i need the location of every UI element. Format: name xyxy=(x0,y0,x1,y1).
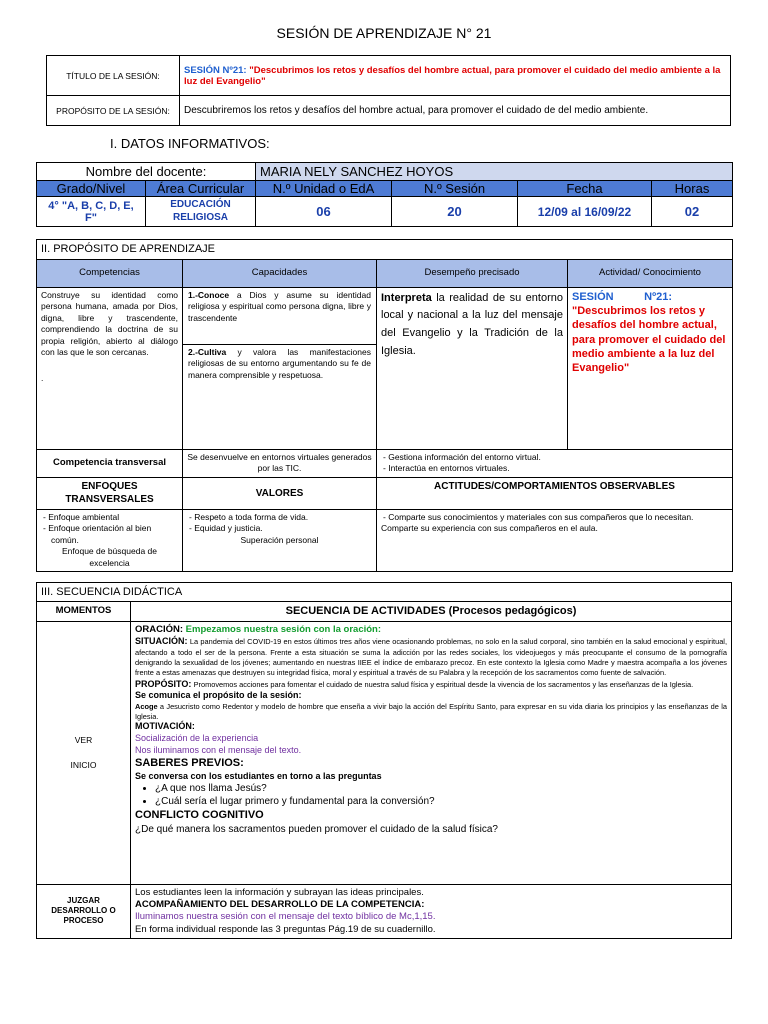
session-purpose-value: Descubriremos los retos y desafíos del hombre actual, para promover el cuidado de del medio ambiente. xyxy=(180,96,731,126)
transversal-value: Se desenvuelve en entornos virtuales generados por las TIC. xyxy=(183,449,377,477)
value-grado: 4° "A, B, C, D, E, F" xyxy=(37,197,146,227)
page-title: SESIÓN DE APRENDIZAJE N° 21 xyxy=(276,25,492,41)
session-title-label: TÍTULO DE LA SESIÓN: xyxy=(47,56,180,96)
value-fecha: 12/09 al 16/09/22 xyxy=(518,197,652,227)
desarrollo-cell xyxy=(131,884,732,938)
acompanamiento-label: ACOMPAÑAMIENTO DEL DESARROLLO DE LA COMPETENCIA: xyxy=(135,898,425,910)
transversal-label: Competencia transversal xyxy=(37,449,183,477)
iluminamos-text: Iluminamos nuestra sesión con el mensaje del texto bíblico de Mc,1,15. xyxy=(135,911,436,923)
ver-label: VER xyxy=(74,734,93,745)
individual-text: En forma individual responde las 3 preguntas Pág.19 de su cuadernillo. xyxy=(135,923,436,935)
actividad-cell xyxy=(568,287,733,449)
secuencia-label: SECUENCIA DE ACTIVIDADES (Procesos pedagógicos) xyxy=(131,602,732,621)
header-horas: Horas xyxy=(652,181,733,197)
session-title-value: SESIÓN Nº21: "Descubrimos los retos y desafíos del hombre actual, para promover el cuidado del medio ambiente a la luz del Evangelio" xyxy=(180,56,731,96)
value-sesion: 20 xyxy=(392,197,518,227)
section-heading-proposito: II. PROPÓSITO DE APRENDIZAJE xyxy=(37,240,733,260)
secuencia-didactica-table xyxy=(36,582,732,939)
header-unidad: N.º Unidad o EdA xyxy=(256,181,392,197)
saberes-intro: Se conversa con los estudiantes en torno a las preguntas xyxy=(135,770,382,781)
teacher-name: MARIA NELY SANCHEZ HOYOS xyxy=(256,163,733,181)
header-grado: Grado/Nivel xyxy=(37,181,146,197)
session-info-table xyxy=(46,55,731,126)
enfoques-list: - Enfoque ambiental - Enfoque orientación al bien común. Enfoque de búsqueda de excelencia xyxy=(37,509,183,571)
actitudes-label: ACTITUDES/COMPORTAMIENTOS OBSERVABLES xyxy=(377,477,733,509)
capacidades-cell xyxy=(183,287,377,449)
situacion-text: SITUACIÓN: La pandemia del COVID-19 en estos últimos tres años viene ocasionando problemas, no solo en la salud corporal, sino también en la salud emocional y espiritual, afectando a todo el ser de la persona. Frente a esta situación se suma la adicción por las redes sociales, los videojuegos y más preocupante el consumo de la pornografía denigrando la sexualidad de los jóvenes; aumentando en nuestras IIEE el índice de embarazo precoz. En este contexto la Iglesia como Madre y maestra acompaña a los jóvenes frente a estas amenazas que destruyen su integridad física, moral y espiritual a través de su Palabra y la recepción de los sacramentos como fuente de salvación. xyxy=(135,635,727,678)
header-desempeno: Desempeño precisado xyxy=(377,259,568,287)
pregunta-item: • ¿A que nos llama Jesús? xyxy=(155,782,727,795)
motivacion-label: MOTIVACIÓN: xyxy=(135,721,195,732)
competencia-cell xyxy=(37,287,183,449)
capacidad-1: 1.-Conoce a Dios y asume su identidad religiosa y espiritual como persona digna, libre y trascendente xyxy=(183,288,376,345)
header-fecha: Fecha xyxy=(518,181,652,197)
comunica-text: Se comunica el propósito de la sesión: xyxy=(135,690,302,701)
desarrollo-1: Los estudiantes leen la información y subrayan las ideas principales. xyxy=(135,886,424,898)
header-area: Área Curricular xyxy=(146,181,256,197)
datos-informativos-table xyxy=(36,162,733,227)
session-purpose-label: PROPÓSITO DE LA SESIÓN: xyxy=(47,96,180,126)
proposito-aprendizaje-table xyxy=(36,239,733,572)
section-heading-secuencia: III. SECUENCIA DIDÁCTICA xyxy=(37,583,732,602)
header-competencias: Competencias xyxy=(37,259,183,287)
juzgar-label: JUZGAR DESARROLLO O PROCESO xyxy=(37,884,131,938)
inicio-activities-cell: ORACIÓN: Empezamos nuestra sesión con la oración: SITUACIÓN: La pandemia del COVID-19 en estos últimos tres años viene ocasionando problemas, no solo en la salud corporal, sino también en la salud emocional y espiritual, afectando a todo el ser de la persona. Frente a esta situación se suma la adicción por las redes sociales, los videojuegos y más preocupante el consumo de la pornografía denigrando la sexualidad de los jóvenes; aumentando en nuestras IIEE el índice de embarazo precoz. En este contexto la Iglesia como Madre y maestra acompaña a los jóvenes frente a estas amenazas que destruyen su integridad física, moral y espiritual a través de su Palabra y la recepción de los sacramentos como fuente de salvación. PROPÓSITO: Promovemos acciones para fomentar el cuidado de nuestra salud física y espiritual desde la vivencia de los sacramentos y las enseñanzas de la Iglesia. Se comunica el propósito de la sesión: Acoge a Jesucristo como Redentor y modelo de hombre que enseña a vivir bajo la acción del Espíritu Santo, para expresar en su vida diaria los principios y las enseñanzas de la Iglesia. MOTIVACIÓN: Socialización de la experiencia Nos iluminamos con el mensaje del texto. SABERES PREVIOS: Se conversa con los estudiantes en torno a las preguntas • ¿A que nos llama Jesús? • ¿Cuál sería el lugar primero y fundamental para la conversión? CONFLICTO COGNITIVO ¿De qué manera los sacramentos pueden promover el cuidado de la salud física? xyxy=(131,621,732,884)
valores-list: - Respeto a toda forma de vida. - Equidad y justicia. Superación personal xyxy=(183,509,377,571)
momentos-label: MOMENTOS xyxy=(37,602,131,621)
saberes-label: SABERES PREVIOS: xyxy=(135,757,244,770)
section-heading-datos: I. DATOS INFORMATIVOS: xyxy=(110,136,270,151)
header-capacidades: Capacidades xyxy=(183,259,377,287)
motivacion-2: Nos iluminamos con el mensaje del texto. xyxy=(135,744,302,755)
inicio-label: INICIO xyxy=(70,759,97,770)
header-actividad: Actividad/ Conocimiento xyxy=(568,259,733,287)
header-sesion: N.º Sesión xyxy=(392,181,518,197)
preguntas-list xyxy=(135,782,727,808)
actividad-text: "Descubrimos los retos y desafíos del hombre actual, para promover el cuidado del medio ambiente a la luz del Evangelio" xyxy=(572,305,726,375)
value-area: EDUCACIÓN RELIGIOSA xyxy=(146,197,256,227)
valores-label: VALORES xyxy=(183,477,377,509)
value-horas: 02 xyxy=(652,197,733,227)
teacher-label: Nombre del docente: xyxy=(37,163,256,181)
actividad-prefix: SESIÓN Nº21: xyxy=(572,290,672,303)
inicio-moment-cell xyxy=(37,621,131,884)
enfoques-label: ENFOQUES TRANSVERSALES xyxy=(37,477,183,509)
acoge-text: Acoge a Jesucristo como Redentor y modelo de hombre que enseña a vivir bajo la acción del Espíritu Santo, para expresar en su vida diaria los principios y las enseñanzas de la Iglesia. xyxy=(135,702,727,721)
conflicto-text: ¿De qué manera los sacramentos pueden promover el cuidado de la salud física? xyxy=(135,823,498,835)
competencia-dot: . xyxy=(41,372,44,383)
motivacion-1: Socialización de la experiencia xyxy=(135,733,259,744)
actitudes-list: - Comparte sus conocimientos y materiales con sus compañeros que lo necesitan. Comparte su experiencia con sus compañeros en el aula. xyxy=(377,509,733,571)
desempeno-cell: Interpreta la realidad de su entorno local y nacional a la luz del mensaje del Evangelio y la Tradición de la Iglesia. xyxy=(377,287,568,449)
competencia-text: Construye su identidad como persona humana, amada por Dios, digna, libre y trascendente, comprendiendo la doctrina de su propia religión, abierto al diálogo con las que le son cercanas. xyxy=(41,289,178,358)
value-unidad: 06 xyxy=(256,197,392,227)
transversal-items: - Gestiona información del entorno virtual. - Interactúa en entornos virtuales. xyxy=(377,449,733,477)
proposito-text: PROPÓSITO: Promovemos acciones para fomentar el cuidado de nuestra salud física y espiritual desde la vivencia de los sacramentos y las enseñanzas de la Iglesia. xyxy=(135,678,694,689)
pregunta-item: • ¿Cuál sería el lugar primero y fundamental para la conversión? xyxy=(155,795,727,808)
conflicto-label: CONFLICTO COGNITIVO xyxy=(135,809,264,822)
capacidad-2: 2.-Cultiva y valora las manifestaciones religiosas de su entorno argumentando su fe de manera comprensible y respetuosa. xyxy=(188,346,371,380)
